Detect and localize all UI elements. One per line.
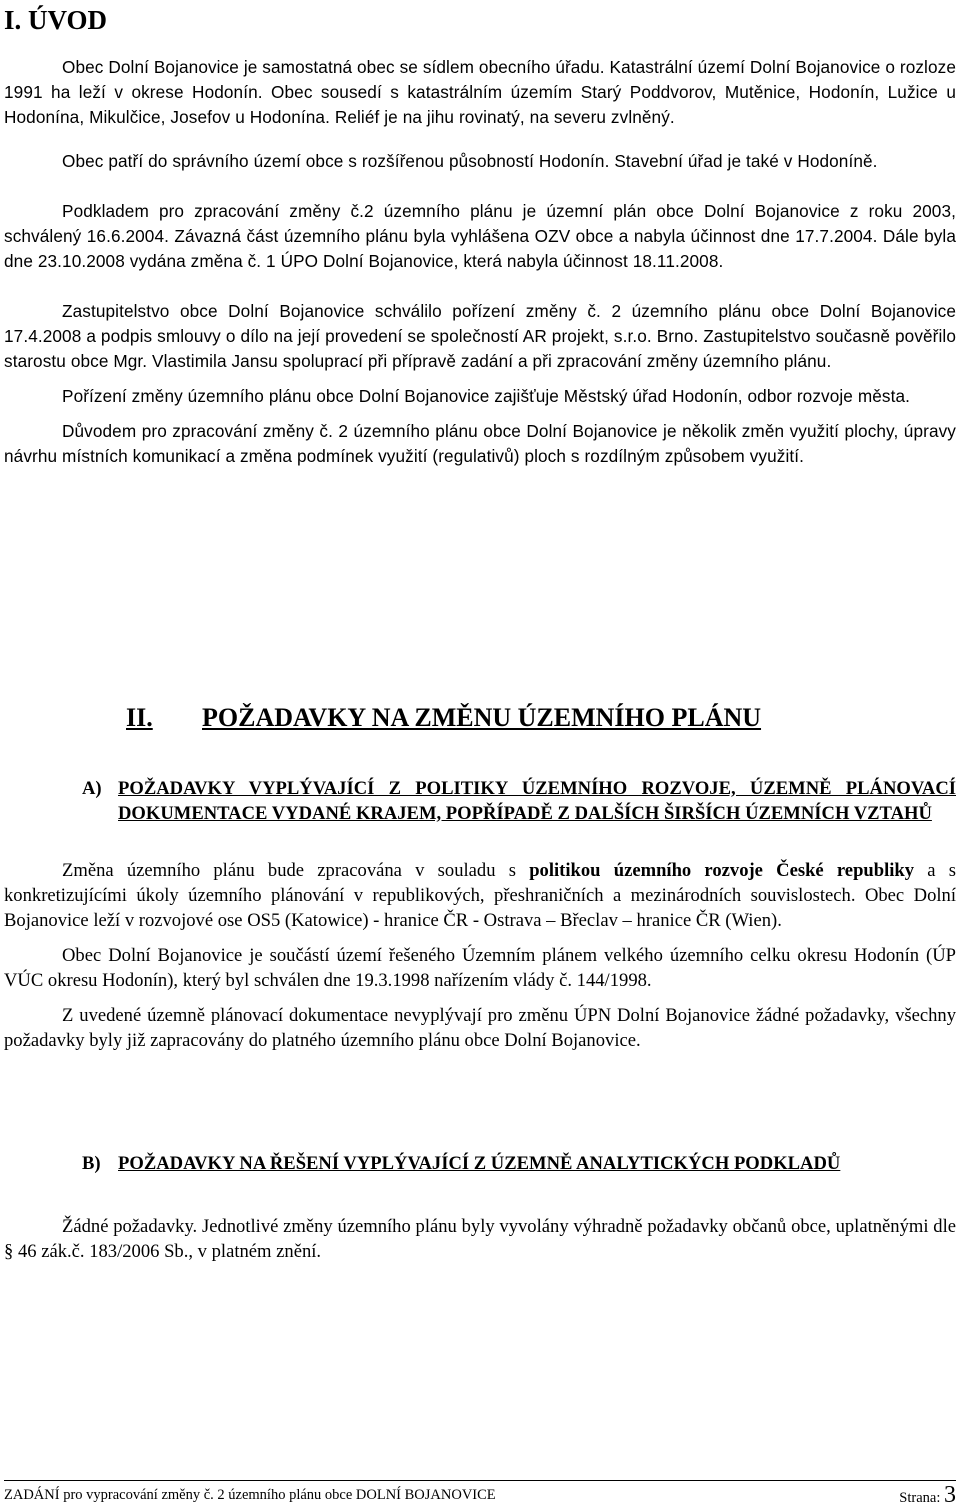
intro-paragraph-5: Pořízení změny územního plánu obce Dolní Bojanovice zajišťuje Městský úřad Hodonín, odbor rozvoje města. xyxy=(62,386,911,406)
subsection-title-a: POŽADAVKY VYPLÝVAJÍCÍ Z POLITIKY ÚZEMNÍHO ROZVOJE, ÚZEMNĚ PLÁNOVACÍ DOKUMENTACE VYDANÉ KRAJEM, POPŘÍPADĚ Z DALŠÍCH ŠIRŠÍCH ÚZEMNÍCH VZTAHŮ xyxy=(118,778,956,824)
intro-paragraph-6: Důvodem pro zpracování změny č. 2 územního plánu obce Dolní Bojanovice je několik změn využití plochy, úpravy návrhu místních komunikací a změna podmínek využití (regulativů) ploch s rozdílným způsobem využití. xyxy=(4,421,956,466)
section-number: II. xyxy=(126,703,153,732)
subsection-label-b: B) xyxy=(82,1153,101,1174)
subsection-a-paragraph-1: Změna územního plánu bude zpracována v souladu s politikou územního rozvoje České republiky a s konkretizujícími úkoly územního plánování v republikových, přeshraničních a mezinárodních souvislostech. Obec Dolní Bojanovice leží v rozvojové ose OS5 (Katowice) - hranice ČR - Ostrava – Břeclav – hranice ČR (Wien). xyxy=(4,860,956,931)
footer-page-indicator xyxy=(899,1482,956,1508)
subsection-b-paragraph-1: Žádné požadavky. Jednotlivé změny územního plánu byly vyvolány výhradně požadavky občanů obce, uplatněnými dle § 46 zák.č. 183/2006 Sb., v platném znění. xyxy=(4,1216,956,1262)
footer-page-label: Strana: xyxy=(899,1490,941,1506)
page-footer xyxy=(4,1480,956,1507)
subsection-a-paragraph-2: Obec Dolní Bojanovice je součástí území řešeného Územním plánem velkého územního celku okresu Hodonín (ÚP VÚC okresu Hodonín), který byl schválen dne 19.3.1998 nařízením vlády č. 144/1998. xyxy=(4,945,956,991)
footer-document-title: ZADÁNÍ pro vypracování změny č. 2 územního plánu obce DOLNÍ BOJANOVICE xyxy=(4,1487,496,1503)
footer-page-number: 3 xyxy=(944,1482,956,1508)
subsection-heading-b xyxy=(4,1151,956,1176)
section-requirements xyxy=(4,700,956,1264)
subsection-label-a: A) xyxy=(82,778,102,799)
subsection-a-paragraph-3: Z uvedené územně plánovací dokumentace nevyplývají pro změnu ÚPN Dolní Bojanovice žádné požadavky, všechny požadavky byly již zapracovány do platného územního plánu obce Dolní Bojanovice. xyxy=(4,1005,956,1051)
section-intro xyxy=(4,2,956,469)
subsection-heading-a xyxy=(4,776,956,826)
section-title: POŽADAVKY NA ZMĚNU ÚZEMNÍHO PLÁNU xyxy=(202,703,762,732)
section-heading-requirements xyxy=(4,700,956,736)
highlight-policy: politikou územního rozvoje České republiky xyxy=(529,860,915,881)
section-heading-intro: I. ÚVOD xyxy=(4,5,107,35)
intro-paragraph-1: Obec Dolní Bojanovice je samostatná obec se sídlem obecního úřadu. Katastrální území Dolní Bojanovice o rozloze 1991 ha leží v okrese Hodonín. Obec sousedí s katastrálním územím Starý Poddvorov, Mutěnice, Hodonín, Lužice u Hodonína, Mikulčice, Josefov u Hodonína. Reliéf je na jihu rovinatý, na severu zvlněný. xyxy=(4,57,956,127)
intro-paragraph-3: Podkladem pro zpracování změny č.2 územního plánu je územní plán obce Dolní Bojanovice z roku 2003, schválený 16.6.2004. Závazná část územního plánu byla vyhlášena OZV obce a nabyla účinnost dne 17.7.2004. Dále byla dne 23.10.2008 vydána změna č. 1 ÚPO Dolní Bojanovice, která nabyla účinnost 18.11.2008. xyxy=(4,201,956,271)
intro-paragraph-4: Zastupitelstvo obce Dolní Bojanovice schválilo pořízení změny č. 2 územního plánu obce Dolní Bojanovice 17.4.2008 a podpis smlouvy o dílo na její provedení se společností AR projekt, s.r.o. Brno. Zastupitelstvo současně pověřilo starostu obce Mgr. Vlastimila Jansu spoluprací při přípravě zadání a při zpracování změny územního plánu. xyxy=(4,301,956,371)
subsection-title-b: POŽADAVKY NA ŘEŠENÍ VYPLÝVAJÍCÍ Z ÚZEMNĚ ANALYTICKÝCH PODKLADŮ xyxy=(118,1153,841,1174)
intro-paragraph-2: Obec patří do správního území obce s rozšířenou působností Hodonín. Stavební úřad je také v Hodoníně. xyxy=(62,151,878,171)
